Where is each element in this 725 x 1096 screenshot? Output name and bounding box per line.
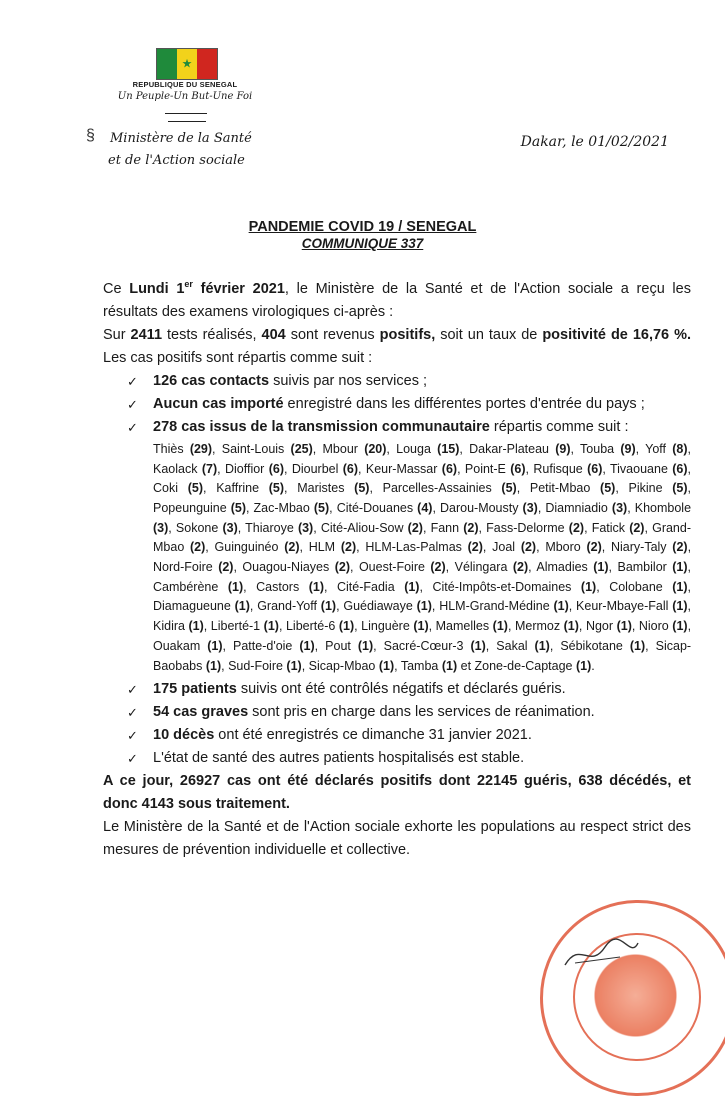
city-entry: Diourbel (6) bbox=[291, 461, 359, 476]
closing-paragraph: Le Ministère de la Santé et de l'Action sociale exhorte les populations au respect strict des mesures de prévention individuelle et collective. bbox=[103, 819, 691, 859]
republic-name: REPUBLIQUE DU SENEGAL bbox=[132, 80, 238, 89]
communique-number: COMMUNIQUE 337 bbox=[301, 236, 424, 251]
list-item-deaths: ✓ 10 décès ont été enregistrés ce dimanche 31 janvier 2021. bbox=[127, 724, 691, 747]
checkmark-icon: ✓ bbox=[127, 728, 138, 744]
city-entry: Darou-Mousty (3) bbox=[439, 500, 538, 515]
city-entry: Liberté-6 (1) bbox=[285, 619, 355, 634]
city-entry: Sébikotane (1) bbox=[560, 638, 646, 653]
city-entry: Cité-Fadia (1) bbox=[337, 579, 420, 594]
city-entry: Parcelles-Assainies (5) bbox=[382, 481, 517, 496]
city-entry: Fatick (2) bbox=[591, 520, 645, 535]
ministry-line-2: et de l'Action sociale bbox=[108, 153, 245, 168]
city-entry: Popeunguine (5) bbox=[153, 500, 247, 515]
city-entry: Almadies (1) bbox=[536, 560, 609, 575]
city-entry: Tivaouane (6) bbox=[609, 461, 688, 476]
city-entry: Sacré-Cœur-3 (1) bbox=[383, 638, 486, 653]
city-entry: Ngor (1) bbox=[585, 619, 632, 634]
city-entry: Grand-Yoff (1) bbox=[257, 599, 337, 614]
city-entry: Liberté-1 (1) bbox=[210, 619, 279, 634]
city-entry: Saint-Louis (25) bbox=[221, 441, 313, 456]
city-entry: Dioffior (6) bbox=[224, 461, 284, 476]
city-entry: Cité-Douanes (4) bbox=[336, 500, 433, 515]
ministry-logo-icon: § bbox=[86, 127, 95, 144]
city-entry: Cité-Impôts-et-Domaines (1) bbox=[432, 579, 597, 594]
city-entry: Ouakam (1) bbox=[153, 638, 223, 653]
city-entry: HLM-Grand-Médine (1) bbox=[439, 599, 569, 614]
checkmark-icon: ✓ bbox=[127, 373, 138, 389]
city-entry: Colobane (1) bbox=[609, 579, 688, 594]
ministry-line-1: Ministère de la Santé bbox=[110, 131, 252, 146]
city-entry: Pout (1) bbox=[325, 638, 374, 653]
city-entry: Nord-Foire (2) bbox=[153, 560, 234, 575]
document-title: PANDEMIE COVID 19 / SENEGAL bbox=[248, 219, 477, 235]
city-entry: Nioro (1) bbox=[638, 619, 688, 634]
city-entry: Rufisque (6) bbox=[533, 461, 603, 476]
checkmark-icon: ✓ bbox=[127, 396, 138, 412]
city-entry: Kaffrine (5) bbox=[216, 481, 285, 496]
city-entry: Point-E (6) bbox=[464, 461, 526, 476]
city-entry: Thiès (29) bbox=[153, 441, 213, 456]
document-date: Dakar, le 01/02/2021 bbox=[520, 134, 669, 150]
city-entry: Khombole (3) bbox=[153, 500, 692, 535]
city-entry: HLM (2) bbox=[308, 540, 357, 555]
star-icon: ★ bbox=[181, 56, 193, 71]
city-entry: Patte-d'oie (1) bbox=[233, 638, 315, 653]
city-entry: Sicap-Baobabs (1) bbox=[153, 638, 692, 673]
city-entry: Linguère (1) bbox=[361, 619, 429, 634]
ministry-name bbox=[86, 128, 252, 172]
city-entry: Mboro (2) bbox=[545, 540, 602, 555]
city-entry: Mamelles (1) bbox=[435, 619, 508, 634]
city-entry: Cité-Aliou-Sow (2) bbox=[320, 520, 423, 535]
city-entry: Zone-de-Captage (1) bbox=[474, 658, 592, 673]
checkmark-icon: ✓ bbox=[127, 682, 138, 698]
city-entry: Castors (1) bbox=[256, 579, 324, 594]
cumulative-summary: A ce jour, 26927 cas ont été déclarés positifs dont 22145 guéris, 638 décédés, et donc 4143 sous traitement. bbox=[103, 773, 691, 813]
city-entry: Sud-Foire (1) bbox=[228, 658, 302, 673]
city-entry: Pikine (5) bbox=[628, 481, 688, 496]
list-item-stable: ✓ L'état de santé des autres patients hospitalisés est stable. bbox=[127, 747, 691, 770]
city-entry: Kaolack (7) bbox=[153, 461, 218, 476]
city-entry: Kidira (1) bbox=[153, 619, 204, 634]
city-entry: Diamniadio (3) bbox=[545, 500, 628, 515]
city-entry: Zac-Mbao (5) bbox=[253, 500, 330, 515]
city-entry: Fann (2) bbox=[430, 520, 479, 535]
city-entry: Ouagou-Niayes (2) bbox=[242, 560, 350, 575]
city-entry: Petit-Mbao (5) bbox=[529, 481, 616, 496]
signature bbox=[560, 935, 640, 975]
communique-body bbox=[103, 273, 691, 862]
city-entry: Sicap-Mbao (1) bbox=[308, 658, 395, 673]
list-item-severe: ✓ 54 cas graves sont pris en charge dans les services de réanimation. bbox=[127, 701, 691, 724]
divider-2 bbox=[168, 121, 206, 122]
list-item-community: ✓ 278 cas issus de la transmission communautaire répartis comme suit : bbox=[127, 416, 691, 439]
city-entry: Sakal (1) bbox=[496, 638, 550, 653]
city-entry: HLM-Las-Palmas (2) bbox=[365, 540, 483, 555]
official-stamp bbox=[540, 900, 725, 1096]
checkmark-icon: ✓ bbox=[127, 705, 138, 721]
city-entry: Bambilor (1) bbox=[617, 560, 688, 575]
city-breakdown: Thiès (29), Saint-Louis (25), Mbour (20), Louga (15), Dakar-Plateau (9), Touba (9), Yoff (8), Kaolack (7), Dioffior (6), Diourbel (6), Keur-Massar (6), Point-E (6), Rufisque (6), Tivaouane (6), Coki (5), Kaffrine (5), Maristes (5), Parcelles-Assainies (5), Petit-Mbao (5), Pikine (5), Popeunguine (5), Zac-Mbao (5), Cité-Douanes (4), Darou-Mousty (3), Diamniadio (3), Khombole (3), Sokone (3), Thiaroye (3), Cité-Aliou-Sow (2), Fann (2), Fass-Delorme (2), Fatick (2), Grand-Mbao (2), Guinguinéo (2), HLM (2), HLM-Las-Palmas (2), Joal (2), Mboro (2), Niary-Taly (2), Nord-Foire (2), Ouagou-Niayes (2), Ouest-Foire (2), Vélingara (2), Almadies (1), Bambilor (1), Cambérène (1), Castors (1), Cité-Fadia (1), Cité-Impôts-et-Domaines (1), Colobane (1), Diamagueune (1), Grand-Yoff (1), Guédiawaye (1), HLM-Grand-Médine (1), Keur-Mbaye-Fall (1), Kidira (1), Liberté-1 (1), Liberté-6 (1), Linguère (1), Mamelles (1), Mermoz (1), Ngor (1), Nioro (1), Ouakam (1), Patte-d'oie (1), Pout (1), Sacré-Cœur-3 (1), Sakal (1), Sébikotane (1), Sicap-Baobabs (1), Sud-Foire (1), Sicap-Mbao (1), Tamba (1) et Zone-de-Captage (1). bbox=[153, 441, 692, 673]
list-item-cured: ✓ 175 patients suivis ont été contrôlés négatifs et déclarés guéris. bbox=[127, 678, 691, 701]
city-entry: Mbour (20) bbox=[322, 441, 387, 456]
city-entry: Vélingara (2) bbox=[454, 560, 529, 575]
city-entry: Thiaroye (3) bbox=[245, 520, 314, 535]
tests-paragraph: Sur 2411 tests réalisés, 404 sont revenus positifs, soit un taux de positivité de 16,76 %. Les cas positifs sont répartis comme suit : bbox=[103, 326, 692, 366]
city-entry: Grand-Mbao (2) bbox=[153, 520, 691, 555]
senegal-flag bbox=[156, 48, 218, 80]
city-entry: Keur-Mbaye-Fall (1) bbox=[576, 599, 688, 614]
city-entry: Dakar-Plateau (9) bbox=[469, 441, 571, 456]
city-entry: Yoff (8) bbox=[645, 441, 688, 456]
city-entry: Fass-Delorme (2) bbox=[486, 520, 585, 535]
city-entry: Coki (5) bbox=[153, 481, 203, 496]
checkmark-icon: ✓ bbox=[127, 419, 138, 435]
list-item-contacts: ✓ 126 cas contacts suivis par nos services ; bbox=[127, 370, 691, 393]
city-entry: Louga (15) bbox=[396, 441, 460, 456]
city-entry: Niary-Taly (2) bbox=[610, 540, 688, 555]
checkmark-icon: ✓ bbox=[127, 751, 138, 767]
city-entry: Mermoz (1) bbox=[514, 619, 579, 634]
city-entry: Guinguinéo (2) bbox=[214, 540, 300, 555]
intro-paragraph: Ce Lundi 1er février 2021, le Ministère de la Santé et de l'Action sociale a reçu les résultats des examens virologiques ci-après : bbox=[103, 279, 691, 320]
city-entry: Diamagueune (1) bbox=[153, 599, 250, 614]
national-motto: Un Peuple-Un But-Une Foi bbox=[117, 91, 253, 102]
city-entry: Joal (2) bbox=[492, 540, 537, 555]
city-entry: Tamba (1) bbox=[400, 658, 458, 673]
city-entry: Guédiawaye (1) bbox=[343, 599, 432, 614]
city-entry: Maristes (5) bbox=[297, 481, 370, 496]
city-entry: Cambérène (1) bbox=[153, 579, 244, 594]
city-entry: Sokone (3) bbox=[175, 520, 238, 535]
city-entry: Ouest-Foire (2) bbox=[358, 560, 446, 575]
divider bbox=[165, 113, 207, 114]
city-entry: Keur-Massar (6) bbox=[365, 461, 458, 476]
list-item-imported: ✓ Aucun cas importé enregistré dans les différentes portes d'entrée du pays ; bbox=[127, 393, 691, 416]
city-entry: Touba (9) bbox=[580, 441, 636, 456]
